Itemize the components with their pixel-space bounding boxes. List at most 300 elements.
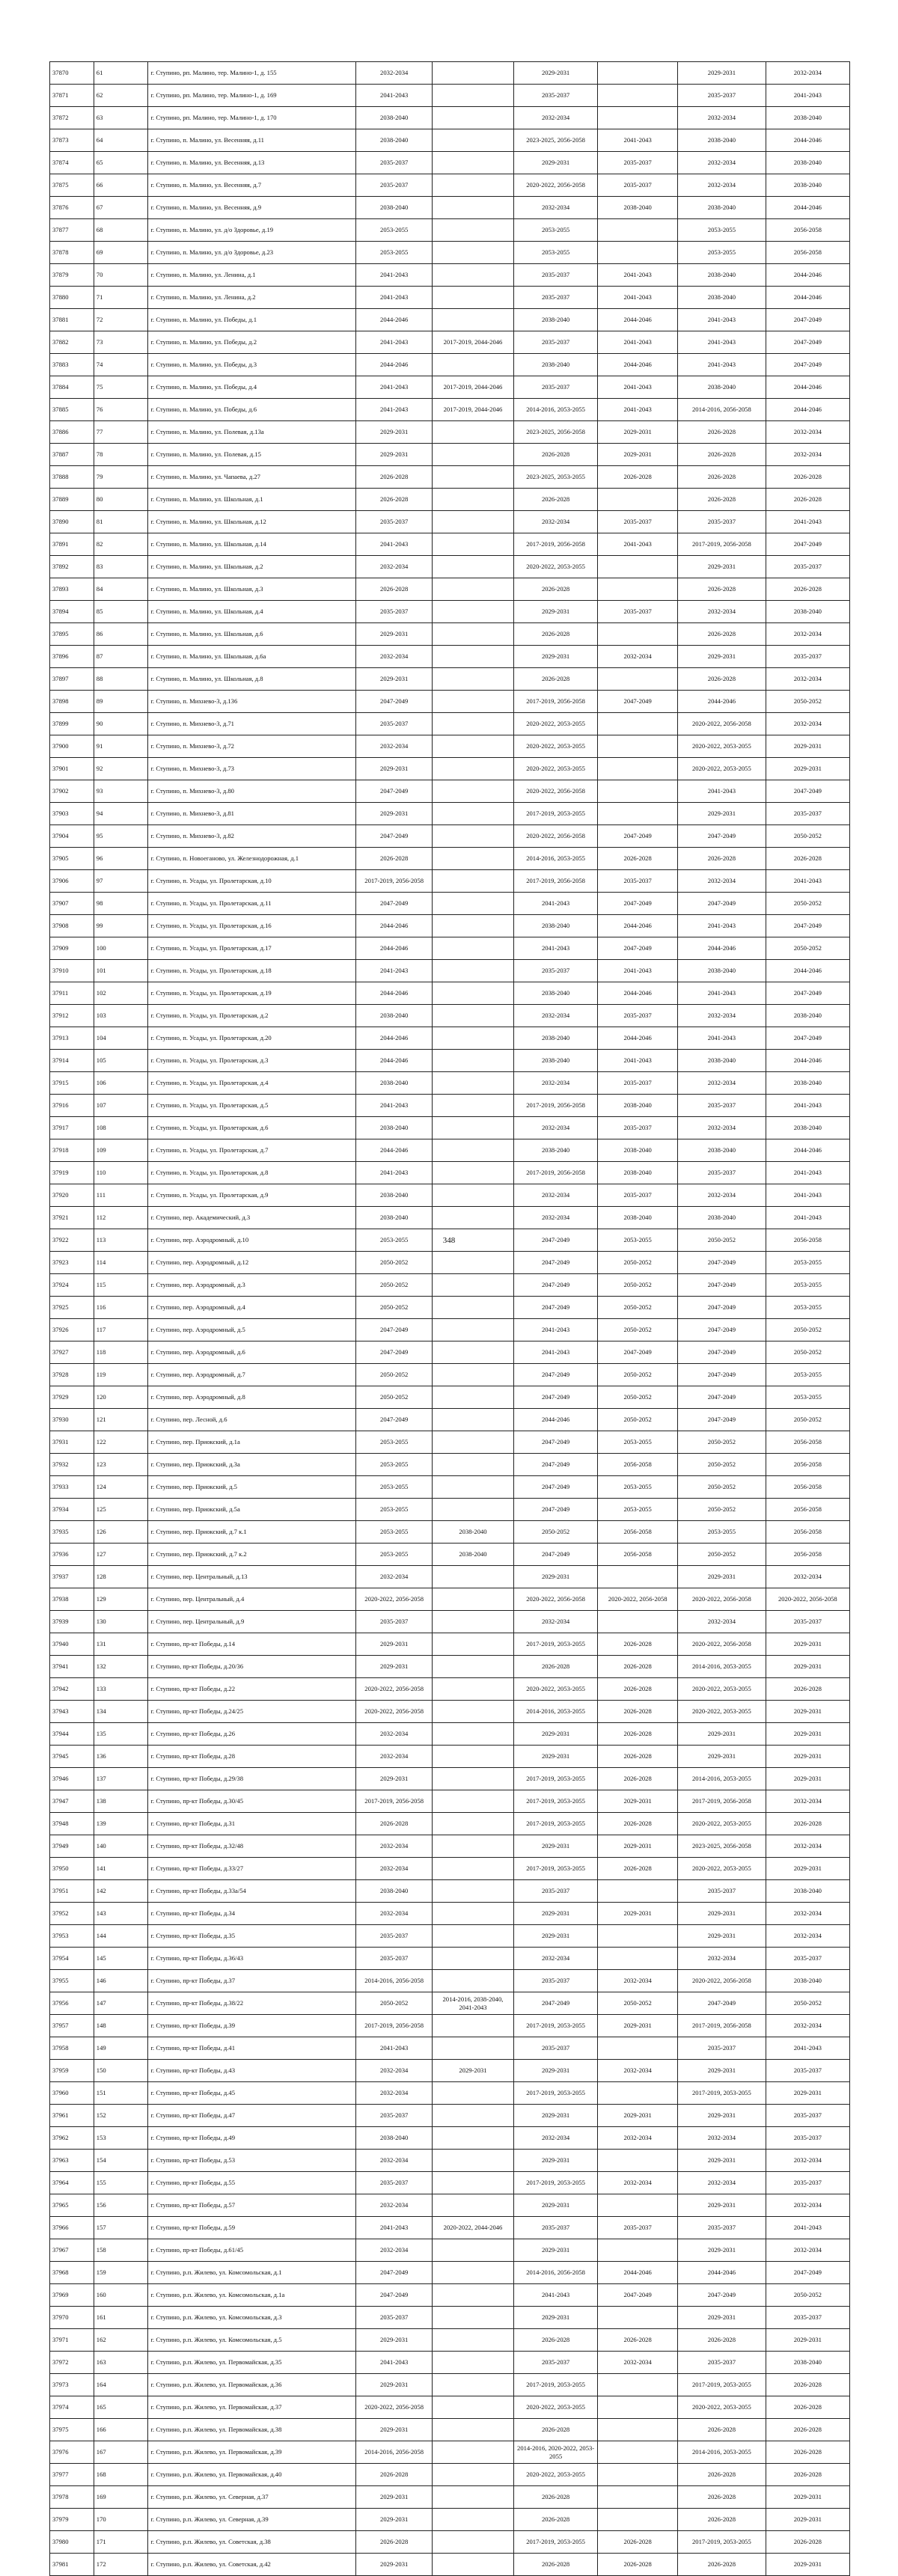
table-cell: 118	[94, 1341, 148, 1364]
table-cell: 37876	[50, 197, 94, 219]
table-cell: г. Ступино, пер. Приокский, д.5а	[148, 1499, 356, 1521]
table-cell: 2029-2031	[356, 1768, 433, 1790]
table-cell: 2032-2034	[513, 1072, 597, 1095]
table-cell: 2047-2049	[356, 1409, 433, 1431]
table-cell: 2032-2034	[678, 1948, 766, 1970]
table-cell: г. Ступино, пр-кт Победы, д.37	[148, 1970, 356, 1992]
table-cell: 2038-2040	[513, 354, 597, 376]
table-cell: 2038-2040	[432, 1544, 513, 1566]
table-row	[50, 578, 850, 601]
table-cell: 2014-2016, 2056-2058	[513, 2262, 597, 2284]
table-cell: 2038-2040	[678, 129, 766, 152]
table-cell	[598, 107, 678, 129]
table-cell: 2056-2058	[766, 242, 849, 264]
table-cell: 37917	[50, 1117, 94, 1139]
table-cell: 2035-2037	[678, 85, 766, 107]
table-cell: 109	[94, 1139, 148, 1162]
table-cell: 105	[94, 1050, 148, 1072]
table-cell	[432, 219, 513, 242]
table-cell: 37967	[50, 2239, 94, 2262]
table-cell	[598, 489, 678, 511]
table-row	[50, 2060, 850, 2082]
table-cell: 2029-2031	[513, 601, 597, 623]
table-cell: 2044-2046	[766, 287, 849, 309]
table-cell: 2047-2049	[356, 825, 433, 848]
table-cell: 64	[94, 129, 148, 152]
table-row	[50, 893, 850, 915]
table-cell: 37883	[50, 354, 94, 376]
table-cell: 2029-2031	[678, 2150, 766, 2172]
table-cell: 2044-2046	[356, 1027, 433, 1050]
table-cell: 91	[94, 735, 148, 758]
table-cell	[432, 2307, 513, 2329]
table-cell: 2056-2058	[766, 1454, 849, 1476]
table-cell	[432, 1835, 513, 1858]
table-cell: 2056-2058	[766, 1499, 849, 1521]
table-cell: 2041-2043	[356, 264, 433, 287]
table-cell	[432, 623, 513, 646]
table-cell: 2038-2040	[598, 1139, 678, 1162]
table-row	[50, 2284, 850, 2307]
table-cell	[432, 803, 513, 825]
table-cell: 2026-2028	[598, 1746, 678, 1768]
table-cell: 2026-2028	[678, 2486, 766, 2509]
table-cell: 2020-2022, 2044-2046	[432, 2217, 513, 2239]
table-cell	[598, 623, 678, 646]
table-cell: 37907	[50, 893, 94, 915]
table-cell: 2041-2043	[356, 2037, 433, 2060]
table-cell	[432, 1790, 513, 1813]
table-cell: 2044-2046	[766, 376, 849, 399]
table-cell: 2032-2034	[766, 1566, 849, 1588]
table-cell: 37890	[50, 511, 94, 533]
table-row	[50, 1162, 850, 1184]
table-cell: 78	[94, 444, 148, 466]
table-cell: 2017-2019, 2056-2058	[678, 533, 766, 556]
table-cell: 2029-2031	[513, 62, 597, 85]
table-cell	[432, 1970, 513, 1992]
table-cell	[432, 1050, 513, 1072]
table-cell: 37873	[50, 129, 94, 152]
table-cell: 2038-2040	[678, 287, 766, 309]
table-cell: 2047-2049	[356, 1341, 433, 1364]
table-row	[50, 1005, 850, 1027]
table-cell: 2032-2034	[766, 444, 849, 466]
table-cell: 2020-2022, 2053-2055	[678, 1813, 766, 1835]
table-cell: 2026-2028	[678, 421, 766, 444]
page-number: 348	[442, 1236, 456, 1245]
table-cell: 37908	[50, 915, 94, 937]
table-cell	[432, 2262, 513, 2284]
table-cell: 2035-2037	[356, 174, 433, 197]
table-cell: 2053-2055	[356, 1521, 433, 1544]
table-cell: 2053-2055	[766, 1364, 849, 1386]
table-cell: г. Ступино, р.п. Жилево, ул. Первомайская, д.36	[148, 2374, 356, 2396]
table-cell: 2047-2049	[678, 1409, 766, 1431]
table-cell: г. Ступино, п. Усады, ул. Пролетарская, д.10	[148, 870, 356, 893]
table-cell: 37927	[50, 1341, 94, 1364]
table-cell: г. Ступино, п. Малино, ул. Полевая, д.15	[148, 444, 356, 466]
table-cell: 2038-2040	[356, 2127, 433, 2150]
table-row	[50, 1072, 850, 1095]
table-cell: 2044-2046	[766, 960, 849, 982]
table-cell	[432, 2150, 513, 2172]
table-cell: 37981	[50, 2554, 94, 2576]
table-cell: 79	[94, 466, 148, 489]
table-cell: 37892	[50, 556, 94, 578]
table-cell: 2032-2034	[678, 2172, 766, 2194]
table-cell: 2014-2016, 2056-2058	[356, 1970, 433, 1992]
table-cell	[432, 1566, 513, 1588]
table-cell: г. Ступино, р.п. Жилево, ул. Северная, д.37	[148, 2486, 356, 2509]
table-cell: г. Ступино, п. Усады, ул. Пролетарская, д.9	[148, 1184, 356, 1207]
table-cell: 2029-2031	[513, 2060, 597, 2082]
table-body	[50, 62, 850, 2576]
table-cell: 2035-2037	[766, 2127, 849, 2150]
table-cell: 63	[94, 107, 148, 129]
table-cell	[432, 421, 513, 444]
table-cell: 2029-2031	[513, 152, 597, 174]
table-cell: 2041-2043	[598, 399, 678, 421]
table-row	[50, 2307, 850, 2329]
table-cell	[432, 2486, 513, 2509]
table-cell: 2050-2052	[598, 1274, 678, 1297]
table-cell: 2026-2028	[513, 2419, 597, 2441]
table-cell: 2026-2028	[766, 2441, 849, 2464]
table-cell: 102	[94, 982, 148, 1005]
table-cell	[598, 578, 678, 601]
table-row	[50, 2396, 850, 2419]
table-cell: г. Ступино, п. Малино, ул. Ленина, д.1	[148, 264, 356, 287]
table-cell: 2020-2022, 2053-2055	[513, 758, 597, 780]
table-cell	[432, 466, 513, 489]
table-cell: 2026-2028	[356, 489, 433, 511]
table-cell: г. Ступино, п. Усады, ул. Пролетарская, д.17	[148, 937, 356, 960]
table-cell: 37962	[50, 2127, 94, 2150]
table-cell: 2017-2019, 2056-2058	[356, 2015, 433, 2037]
table-cell: 2047-2049	[513, 1364, 597, 1386]
table-cell: 2029-2031	[513, 1746, 597, 1768]
table-cell: 37958	[50, 2037, 94, 2060]
table-cell: 2041-2043	[598, 376, 678, 399]
table-cell: г. Ступино, пр-кт Победы, д.26	[148, 1723, 356, 1746]
table-cell: 2044-2046	[598, 915, 678, 937]
table-cell: 2017-2019, 2056-2058	[513, 691, 597, 713]
table-cell: 2044-2046	[766, 129, 849, 152]
table-cell: 2044-2046	[356, 1139, 433, 1162]
table-cell: 2050-2052	[766, 893, 849, 915]
table-cell: 37877	[50, 219, 94, 242]
table-row	[50, 556, 850, 578]
table-cell: 2032-2034	[766, 668, 849, 691]
table-cell: 2020-2022, 2056-2058	[678, 1588, 766, 1611]
table-cell: 2017-2019, 2053-2055	[513, 803, 597, 825]
table-cell	[432, 2374, 513, 2396]
table-cell: 2023-2025, 2056-2058	[513, 421, 597, 444]
table-cell: 2041-2043	[766, 85, 849, 107]
table-cell: 2032-2034	[678, 1005, 766, 1027]
table-cell: 2032-2034	[513, 1184, 597, 1207]
table-cell	[432, 1162, 513, 1184]
table-cell: 2044-2046	[598, 2262, 678, 2284]
table-cell: 2029-2031	[356, 1656, 433, 1678]
table-cell: 2044-2046	[356, 1050, 433, 1072]
table-cell: 2035-2037	[678, 511, 766, 533]
table-row	[50, 399, 850, 421]
table-row	[50, 444, 850, 466]
table-cell: 2014-2016, 2053-2055	[678, 1768, 766, 1790]
table-cell: 37969	[50, 2284, 94, 2307]
table-row	[50, 668, 850, 691]
table-cell: 2044-2046	[678, 691, 766, 713]
table-cell: г. Ступино, п. Новоеганово, ул. Железнодорожная, д.1	[148, 848, 356, 870]
table-cell: 2035-2037	[513, 1970, 597, 1992]
table-cell: 2032-2034	[766, 623, 849, 646]
table-cell: г. Ступино, р.п. Жилево, ул. Первомайская, д.40	[148, 2464, 356, 2486]
table-cell: 2038-2040	[356, 1072, 433, 1095]
table-cell: 82	[94, 533, 148, 556]
table-cell: 103	[94, 1005, 148, 1027]
table-cell: 2041-2043	[356, 399, 433, 421]
table-cell: 2047-2049	[598, 691, 678, 713]
table-row	[50, 960, 850, 982]
table-cell: 2032-2034	[678, 870, 766, 893]
table-cell	[432, 982, 513, 1005]
table-cell: 2047-2049	[678, 893, 766, 915]
table-cell: 2044-2046	[598, 354, 678, 376]
table-cell: г. Ступино, пр-кт Победы, д.30/45	[148, 1790, 356, 1813]
table-cell: 166	[94, 2419, 148, 2441]
table-row	[50, 242, 850, 264]
table-cell: 2029-2031	[678, 2060, 766, 2082]
table-cell	[432, 1454, 513, 1476]
table-cell: 112	[94, 1207, 148, 1229]
table-cell: 2032-2034	[766, 2194, 849, 2217]
table-row	[50, 1319, 850, 1341]
table-cell: 114	[94, 1252, 148, 1274]
table-cell: 2032-2034	[678, 1117, 766, 1139]
table-cell: г. Ступино, п. Малино, ул. д/о Здоровье, д.23	[148, 242, 356, 264]
table-cell: 2026-2028	[678, 444, 766, 466]
table-cell: 2044-2046	[766, 1139, 849, 1162]
table-cell: 2035-2037	[356, 2307, 433, 2329]
table-cell: 2017-2019, 2044-2046	[432, 399, 513, 421]
table-cell: 2038-2040	[513, 1050, 597, 1072]
table-cell	[432, 870, 513, 893]
table-cell: г. Ступино, п. Михнево-3, д.80	[148, 780, 356, 803]
table-cell: 2035-2037	[513, 2217, 597, 2239]
table-cell: 2050-2052	[766, 825, 849, 848]
table-cell: 2026-2028	[766, 2531, 849, 2554]
table-cell: 37938	[50, 1588, 94, 1611]
table-cell: 153	[94, 2127, 148, 2150]
table-cell: 2026-2028	[766, 489, 849, 511]
table-cell: 2029-2031	[598, 444, 678, 466]
table-cell: 2020-2022, 2053-2055	[513, 713, 597, 735]
table-cell: 2047-2049	[513, 1252, 597, 1274]
table-cell: 2029-2031	[678, 2194, 766, 2217]
table-cell: 37871	[50, 85, 94, 107]
table-cell: 2050-2052	[766, 1319, 849, 1341]
table-cell	[598, 1880, 678, 1903]
table-cell: г. Ступино, пер. Аэродромный, д.10	[148, 1229, 356, 1252]
table-cell: 2050-2052	[356, 1297, 433, 1319]
table-cell: 2041-2043	[598, 331, 678, 354]
table-cell: 152	[94, 2105, 148, 2127]
table-row	[50, 825, 850, 848]
table-cell: 94	[94, 803, 148, 825]
table-cell: 2035-2037	[678, 2037, 766, 2060]
table-cell: 101	[94, 960, 148, 982]
table-cell: 2017-2019, 2053-2055	[513, 2172, 597, 2194]
table-cell: 2038-2040	[766, 2352, 849, 2374]
table-row	[50, 1454, 850, 1476]
table-cell: 104	[94, 1027, 148, 1050]
table-cell: 2044-2046	[513, 1409, 597, 1431]
table-cell	[598, 2419, 678, 2441]
table-cell: 2029-2031	[356, 2374, 433, 2396]
table-cell: 2014-2016, 2020-2022, 2053-2055	[513, 2441, 597, 2464]
table-cell: 2038-2040	[766, 1880, 849, 1903]
table-cell	[432, 2172, 513, 2194]
table-cell: 37929	[50, 1386, 94, 1409]
table-cell	[432, 601, 513, 623]
table-cell: 2056-2058	[598, 1454, 678, 1476]
table-cell: 2032-2034	[766, 1790, 849, 1813]
table-cell: 37952	[50, 1903, 94, 1925]
table-cell	[432, 1903, 513, 1925]
table-cell: 2020-2022, 2053-2055	[678, 1701, 766, 1723]
table-cell: г. Ступино, п. Малино, ул. Ленина, д.2	[148, 287, 356, 309]
table-cell: 37972	[50, 2352, 94, 2374]
table-cell: 2032-2034	[356, 1746, 433, 1768]
table-cell: 125	[94, 1499, 148, 1521]
table-cell: 2038-2040	[678, 960, 766, 982]
table-cell: 2026-2028	[356, 2531, 433, 2554]
table-cell: 37897	[50, 668, 94, 691]
table-cell: 2032-2034	[598, 2127, 678, 2150]
table-cell: 2053-2055	[356, 1544, 433, 1566]
table-cell: 2050-2052	[678, 1229, 766, 1252]
table-cell: 2035-2037	[766, 1611, 849, 1633]
table-row	[50, 2352, 850, 2374]
table-cell: 156	[94, 2194, 148, 2217]
table-cell: 76	[94, 399, 148, 421]
table-cell: 2014-2016, 2056-2058	[678, 399, 766, 421]
table-cell: г. Ступино, р.п. Жилево, ул. Первомайская, д.35	[148, 2352, 356, 2374]
table-cell: 61	[94, 62, 148, 85]
table-cell: 2029-2031	[678, 646, 766, 668]
table-cell: 37932	[50, 1454, 94, 1476]
table-cell: 2047-2049	[678, 1319, 766, 1341]
table-row	[50, 1723, 850, 1746]
table-cell: 2041-2043	[678, 982, 766, 1005]
table-cell: 2038-2040	[766, 174, 849, 197]
table-cell: 2026-2028	[766, 2464, 849, 2486]
table-row	[50, 331, 850, 354]
table-cell: 37931	[50, 1431, 94, 1454]
table-cell: 37945	[50, 1746, 94, 1768]
table-cell	[598, 85, 678, 107]
table-row	[50, 1364, 850, 1386]
table-cell	[432, 242, 513, 264]
table-cell: 37944	[50, 1723, 94, 1746]
table-cell: 2041-2043	[513, 2284, 597, 2307]
table-cell	[432, 444, 513, 466]
table-cell: 161	[94, 2307, 148, 2329]
table-cell: 2020-2022, 2056-2058	[678, 713, 766, 735]
table-cell: 2041-2043	[356, 960, 433, 982]
table-cell: 2029-2031	[678, 1746, 766, 1768]
table-cell: 2032-2034	[598, 2172, 678, 2194]
table-row	[50, 2419, 850, 2441]
table-cell: 2026-2028	[598, 2329, 678, 2352]
table-row	[50, 2015, 850, 2037]
table-row	[50, 1544, 850, 1566]
table-cell: 2020-2022, 2056-2058	[678, 1970, 766, 1992]
table-cell: 2047-2049	[598, 1341, 678, 1364]
table-cell: 2029-2031	[766, 2486, 849, 2509]
table-cell: 2041-2043	[766, 870, 849, 893]
table-cell: 62	[94, 85, 148, 107]
table-cell: 2014-2016, 2056-2058	[356, 2441, 433, 2464]
table-cell	[598, 1566, 678, 1588]
table-cell	[598, 2396, 678, 2419]
table-cell: 81	[94, 511, 148, 533]
table-cell: г. Ступино, пр-кт Победы, д.28	[148, 1746, 356, 1768]
table-cell: 37882	[50, 331, 94, 354]
table-cell: 2026-2028	[678, 2554, 766, 2576]
table-cell: 2056-2058	[766, 1431, 849, 1454]
table-cell	[598, 668, 678, 691]
table-cell: 124	[94, 1476, 148, 1499]
table-cell: 2041-2043	[678, 331, 766, 354]
table-cell	[432, 1768, 513, 1790]
table-cell: 37874	[50, 152, 94, 174]
table-cell	[432, 2464, 513, 2486]
table-cell: 2044-2046	[356, 915, 433, 937]
table-cell: 37936	[50, 1544, 94, 1566]
table-cell: 2053-2055	[598, 1476, 678, 1499]
table-cell	[432, 1319, 513, 1341]
table-cell: г. Ступино, п. Малино, ул. Школьная, д.6а	[148, 646, 356, 668]
table-cell: 2035-2037	[598, 174, 678, 197]
table-cell: 2041-2043	[766, 2217, 849, 2239]
table-cell: г. Ступино, п. Малино, ул. Чапаева, д.27	[148, 466, 356, 489]
table-cell: 2038-2040	[356, 1207, 433, 1229]
table-row	[50, 1678, 850, 1701]
table-cell: 2029-2031	[513, 2239, 597, 2262]
table-cell: 2020-2022, 2053-2055	[678, 758, 766, 780]
table-cell: 67	[94, 197, 148, 219]
table-cell: 145	[94, 1948, 148, 1970]
table-cell: 2032-2034	[356, 2060, 433, 2082]
table-cell: г. Ступино, п. Михнево-3, д.82	[148, 825, 356, 848]
table-cell: 128	[94, 1566, 148, 1588]
table-row	[50, 982, 850, 1005]
table-cell: 2026-2028	[513, 668, 597, 691]
table-cell	[432, 2352, 513, 2374]
table-row	[50, 129, 850, 152]
table-cell: 2050-2052	[766, 2284, 849, 2307]
table-cell	[598, 2150, 678, 2172]
table-cell: г. Ступино, пр-кт Победы, д.38/22	[148, 1992, 356, 2015]
table-cell: 2038-2040	[356, 1880, 433, 1903]
table-cell: 37903	[50, 803, 94, 825]
table-cell: 134	[94, 1701, 148, 1723]
table-cell: 2026-2028	[356, 2464, 433, 2486]
table-cell: 2047-2049	[513, 1297, 597, 1319]
